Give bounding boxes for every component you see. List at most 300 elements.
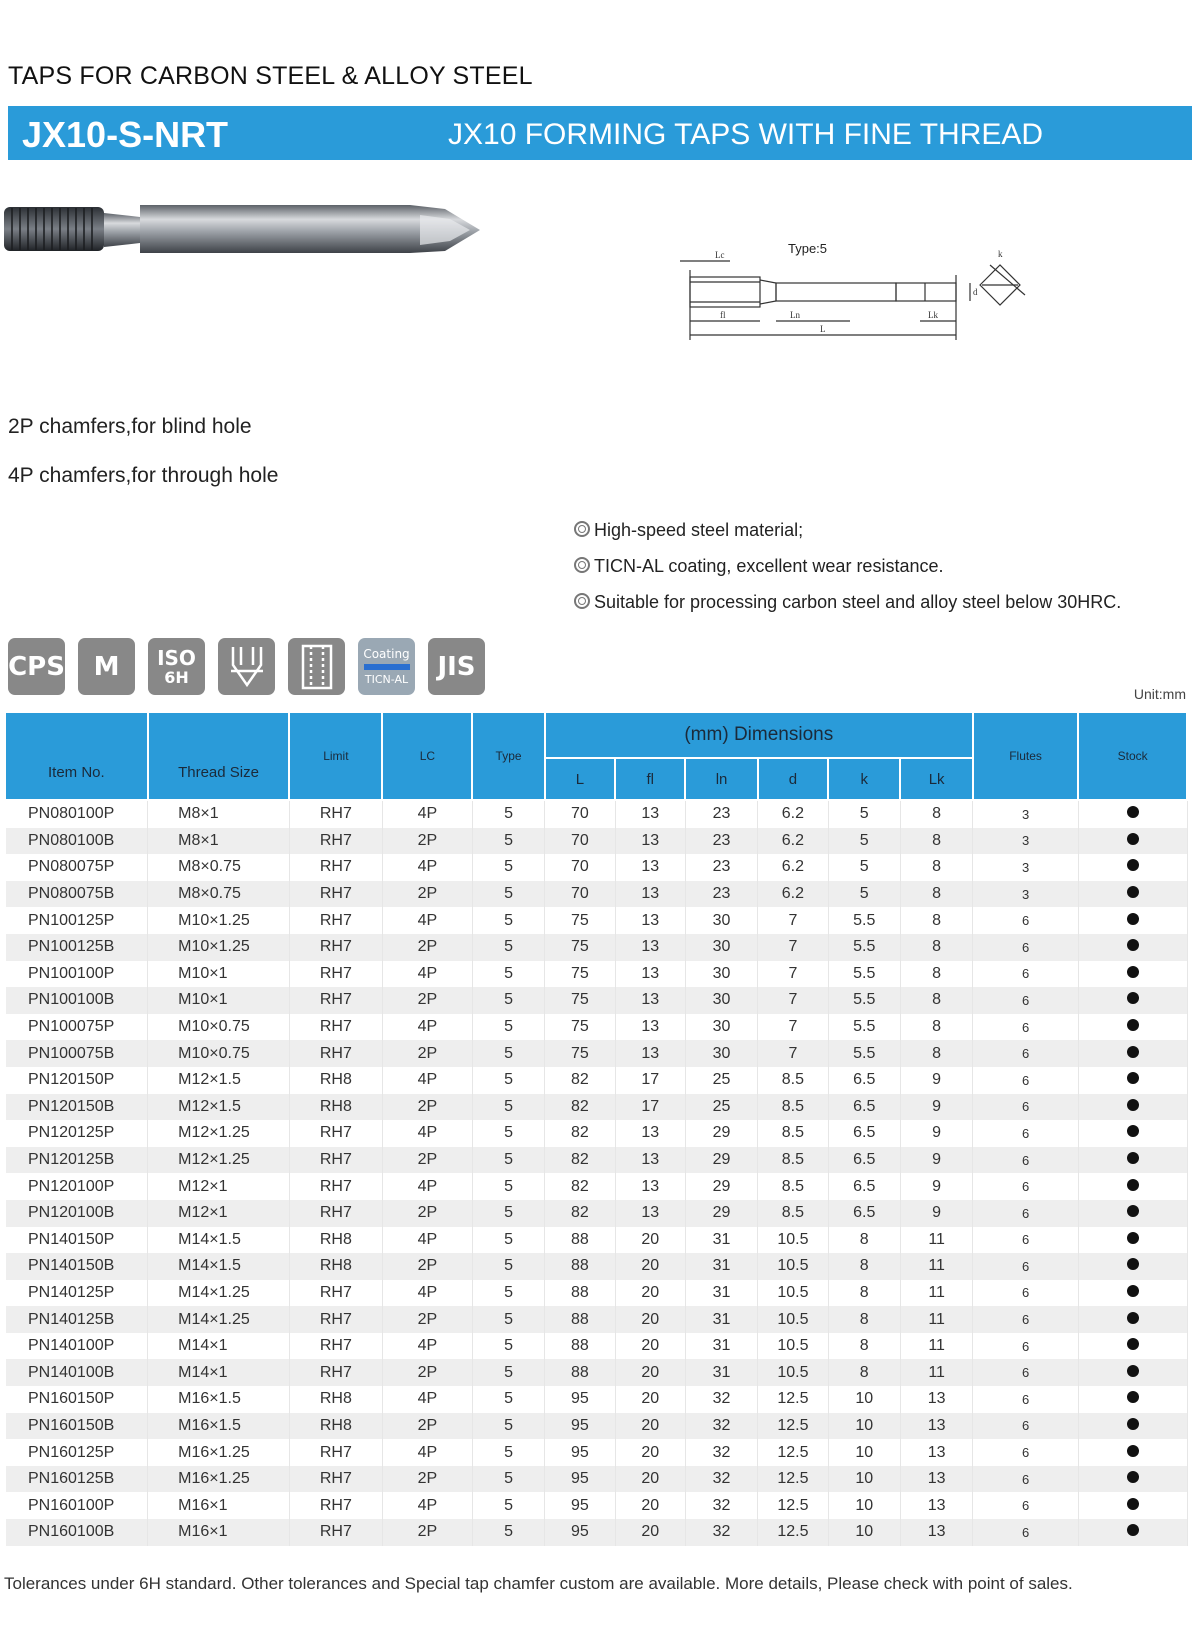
circle-bullet-icon bbox=[574, 593, 590, 609]
thread-size-cell: M10×1.25 bbox=[148, 934, 290, 961]
diagram-d-label: d bbox=[973, 287, 978, 297]
stock-cell bbox=[1078, 1280, 1187, 1307]
dim-k-cell: 5 bbox=[828, 881, 900, 908]
dim-ln-cell: 23 bbox=[685, 800, 757, 828]
dim-k-cell: 6.5 bbox=[828, 1173, 900, 1200]
thread-size-cell: M14×1.25 bbox=[148, 1280, 290, 1307]
chamfer-tap-icon bbox=[218, 638, 275, 695]
table-row bbox=[6, 1227, 1187, 1254]
table-row bbox=[6, 1413, 1187, 1440]
header-dimensions: (mm) Dimensions bbox=[545, 713, 973, 758]
dim-lk-cell: 9 bbox=[900, 1173, 972, 1200]
dim-l-cell: 75 bbox=[545, 1014, 615, 1041]
lc-cell: 4P bbox=[382, 800, 472, 828]
dim-d-cell: 8.5 bbox=[758, 1094, 828, 1121]
in-stock-dot-icon bbox=[1127, 1258, 1139, 1270]
type-cell: 5 bbox=[472, 1492, 544, 1519]
in-stock-dot-icon bbox=[1127, 1338, 1139, 1350]
dim-fl-cell: 20 bbox=[615, 1333, 685, 1360]
limit-cell: RH8 bbox=[289, 1227, 382, 1254]
item-no-cell: PN140150P bbox=[6, 1227, 148, 1254]
limit-cell: RH7 bbox=[289, 907, 382, 934]
dim-d-cell: 12.5 bbox=[758, 1519, 828, 1546]
item-no-cell: PN140100P bbox=[6, 1333, 148, 1360]
item-no-cell: PN080100P bbox=[6, 800, 148, 828]
limit-cell: RH7 bbox=[289, 961, 382, 988]
dim-k-cell: 5.5 bbox=[828, 1014, 900, 1041]
lc-cell: 2P bbox=[382, 1200, 472, 1227]
diagram-lk-label: Lk bbox=[928, 310, 938, 320]
flutes-cell: 6 bbox=[973, 1519, 1078, 1546]
diagram-ln-label: Ln bbox=[790, 310, 800, 320]
dim-lk-cell: 8 bbox=[900, 961, 972, 988]
lc-cell: 4P bbox=[382, 1120, 472, 1147]
dim-l-cell: 88 bbox=[545, 1227, 615, 1254]
dim-lk-cell: 11 bbox=[900, 1333, 972, 1360]
flutes-cell: 6 bbox=[973, 1413, 1078, 1440]
item-no-cell: PN120100B bbox=[6, 1200, 148, 1227]
in-stock-dot-icon bbox=[1127, 1312, 1139, 1324]
dim-fl-cell: 13 bbox=[615, 1173, 685, 1200]
dim-lk-cell: 8 bbox=[900, 828, 972, 855]
dim-ln-cell: 23 bbox=[685, 828, 757, 855]
dim-ln-cell: 30 bbox=[685, 934, 757, 961]
type-cell: 5 bbox=[472, 934, 544, 961]
flutes-cell: 6 bbox=[973, 1120, 1078, 1147]
thread-size-cell: M14×1 bbox=[148, 1333, 290, 1360]
through-hole-icon bbox=[288, 638, 345, 695]
limit-cell: RH8 bbox=[289, 1386, 382, 1413]
stock-cell bbox=[1078, 1386, 1187, 1413]
dim-d-cell: 10.5 bbox=[758, 1280, 828, 1307]
flutes-cell: 6 bbox=[973, 1439, 1078, 1466]
limit-cell: RH7 bbox=[289, 854, 382, 881]
feature-list bbox=[574, 520, 1121, 628]
product-banner bbox=[8, 106, 1192, 160]
stock-cell bbox=[1078, 961, 1187, 988]
in-stock-dot-icon bbox=[1127, 806, 1139, 818]
table-row bbox=[6, 1519, 1187, 1546]
type-cell: 5 bbox=[472, 987, 544, 1014]
lc-cell: 2P bbox=[382, 1147, 472, 1174]
thread-size-cell: M16×1.5 bbox=[148, 1413, 290, 1440]
flutes-cell: 6 bbox=[973, 987, 1078, 1014]
lc-cell: 4P bbox=[382, 961, 472, 988]
lc-cell: 4P bbox=[382, 1386, 472, 1413]
flutes-cell: 6 bbox=[973, 1466, 1078, 1493]
cps-icon: CPS bbox=[8, 638, 65, 695]
tap-tool-image bbox=[0, 195, 490, 265]
lc-cell: 4P bbox=[382, 854, 472, 881]
in-stock-dot-icon bbox=[1127, 1152, 1139, 1164]
dim-d-cell: 6.2 bbox=[758, 828, 828, 855]
dim-fl-cell: 20 bbox=[615, 1439, 685, 1466]
dim-ln-cell: 32 bbox=[685, 1439, 757, 1466]
feature-item bbox=[574, 520, 1121, 556]
diagram-l-label: L bbox=[820, 324, 826, 334]
lc-cell: 2P bbox=[382, 1519, 472, 1546]
table-row bbox=[6, 1280, 1187, 1307]
limit-cell: RH7 bbox=[289, 1040, 382, 1067]
flutes-cell: 3 bbox=[973, 881, 1078, 908]
dim-lk-cell: 11 bbox=[900, 1253, 972, 1280]
feature-item bbox=[574, 592, 1121, 628]
dim-fl-cell: 13 bbox=[615, 1014, 685, 1041]
thread-size-cell: M16×1 bbox=[148, 1519, 290, 1546]
in-stock-dot-icon bbox=[1127, 1418, 1139, 1430]
thread-size-cell: M16×1.5 bbox=[148, 1386, 290, 1413]
dim-d-cell: 7 bbox=[758, 1040, 828, 1067]
table-row bbox=[6, 1306, 1187, 1333]
table-row bbox=[6, 1014, 1187, 1041]
dim-lk-cell: 11 bbox=[900, 1359, 972, 1386]
flutes-cell: 6 bbox=[973, 1333, 1078, 1360]
dim-fl-cell: 13 bbox=[615, 1120, 685, 1147]
header-dim-k: k bbox=[828, 758, 900, 800]
dim-k-cell: 8 bbox=[828, 1253, 900, 1280]
type-cell: 5 bbox=[472, 800, 544, 828]
dim-k-cell: 5.5 bbox=[828, 907, 900, 934]
dim-fl-cell: 13 bbox=[615, 1147, 685, 1174]
dim-l-cell: 82 bbox=[545, 1200, 615, 1227]
dim-k-cell: 8 bbox=[828, 1333, 900, 1360]
dim-ln-cell: 31 bbox=[685, 1359, 757, 1386]
stock-cell bbox=[1078, 987, 1187, 1014]
item-no-cell: PN100125P bbox=[6, 907, 148, 934]
dim-lk-cell: 8 bbox=[900, 934, 972, 961]
dim-fl-cell: 20 bbox=[615, 1253, 685, 1280]
flutes-cell: 3 bbox=[973, 854, 1078, 881]
flutes-cell: 6 bbox=[973, 1173, 1078, 1200]
dim-d-cell: 7 bbox=[758, 1014, 828, 1041]
thread-size-cell: M8×1 bbox=[148, 800, 290, 828]
type-cell: 5 bbox=[472, 1067, 544, 1094]
table-row bbox=[6, 1333, 1187, 1360]
limit-cell: RH7 bbox=[289, 1439, 382, 1466]
item-no-cell: PN140100B bbox=[6, 1359, 148, 1386]
header-thread-size: Thread Size bbox=[148, 713, 290, 800]
dim-l-cell: 82 bbox=[545, 1173, 615, 1200]
circle-bullet-icon bbox=[574, 557, 590, 573]
dim-l-cell: 75 bbox=[545, 987, 615, 1014]
thread-size-cell: M12×1.5 bbox=[148, 1067, 290, 1094]
lc-cell: 4P bbox=[382, 1173, 472, 1200]
limit-cell: RH7 bbox=[289, 881, 382, 908]
in-stock-dot-icon bbox=[1127, 1099, 1139, 1111]
item-no-cell: PN100125B bbox=[6, 934, 148, 961]
item-no-cell: PN160150B bbox=[6, 1413, 148, 1440]
thread-size-cell: M14×1 bbox=[148, 1359, 290, 1386]
lc-cell: 4P bbox=[382, 1014, 472, 1041]
diagram-lc-label: Lc bbox=[715, 250, 725, 260]
dim-lk-cell: 11 bbox=[900, 1227, 972, 1254]
dim-k-cell: 10 bbox=[828, 1466, 900, 1493]
flutes-cell: 6 bbox=[973, 961, 1078, 988]
dim-ln-cell: 30 bbox=[685, 1014, 757, 1041]
dim-ln-cell: 32 bbox=[685, 1413, 757, 1440]
tap-dimension-diagram bbox=[670, 235, 1070, 365]
table-row bbox=[6, 1466, 1187, 1493]
stock-cell bbox=[1078, 800, 1187, 828]
lc-cell: 4P bbox=[382, 1227, 472, 1254]
flutes-cell: 6 bbox=[973, 907, 1078, 934]
feature-text: High-speed steel material; bbox=[594, 520, 804, 540]
dim-l-cell: 95 bbox=[545, 1519, 615, 1546]
type-cell: 5 bbox=[472, 1200, 544, 1227]
dim-ln-cell: 31 bbox=[685, 1227, 757, 1254]
header-type: Type bbox=[472, 713, 544, 800]
stock-cell bbox=[1078, 1040, 1187, 1067]
dim-ln-cell: 32 bbox=[685, 1492, 757, 1519]
dim-l-cell: 95 bbox=[545, 1466, 615, 1493]
dim-lk-cell: 11 bbox=[900, 1280, 972, 1307]
table-row bbox=[6, 1173, 1187, 1200]
jis-icon: JIS bbox=[428, 638, 485, 695]
thread-size-cell: M14×1.5 bbox=[148, 1253, 290, 1280]
stock-cell bbox=[1078, 907, 1187, 934]
thread-size-cell: M12×1.25 bbox=[148, 1120, 290, 1147]
type-cell: 5 bbox=[472, 1280, 544, 1307]
feature-text: Suitable for processing carbon steel and alloy steel below 30HRC. bbox=[594, 592, 1122, 612]
flutes-cell: 6 bbox=[973, 1386, 1078, 1413]
dim-l-cell: 75 bbox=[545, 934, 615, 961]
dim-lk-cell: 9 bbox=[900, 1067, 972, 1094]
type-cell: 5 bbox=[472, 961, 544, 988]
diagram-fl-label: fl bbox=[720, 310, 726, 320]
dim-fl-cell: 20 bbox=[615, 1492, 685, 1519]
stock-cell bbox=[1078, 854, 1187, 881]
in-stock-dot-icon bbox=[1127, 1205, 1139, 1217]
dim-lk-cell: 8 bbox=[900, 987, 972, 1014]
header-flutes: Flutes bbox=[973, 713, 1078, 800]
dim-k-cell: 6.5 bbox=[828, 1200, 900, 1227]
dim-lk-cell: 11 bbox=[900, 1306, 972, 1333]
item-no-cell: PN160125P bbox=[6, 1439, 148, 1466]
dim-d-cell: 12.5 bbox=[758, 1413, 828, 1440]
dim-ln-cell: 32 bbox=[685, 1519, 757, 1546]
type-cell: 5 bbox=[472, 1173, 544, 1200]
dim-k-cell: 8 bbox=[828, 1227, 900, 1254]
table-row bbox=[6, 1147, 1187, 1174]
dim-ln-cell: 23 bbox=[685, 881, 757, 908]
stock-cell bbox=[1078, 1014, 1187, 1041]
dim-fl-cell: 20 bbox=[615, 1466, 685, 1493]
dim-fl-cell: 17 bbox=[615, 1067, 685, 1094]
table-row bbox=[6, 1492, 1187, 1519]
flutes-cell: 6 bbox=[973, 1280, 1078, 1307]
header-dim-l: L bbox=[545, 758, 615, 800]
dim-l-cell: 88 bbox=[545, 1306, 615, 1333]
item-no-cell: PN160150P bbox=[6, 1386, 148, 1413]
unit-label: Unit:mm bbox=[1133, 686, 1186, 702]
type-cell: 5 bbox=[472, 1386, 544, 1413]
dim-fl-cell: 20 bbox=[615, 1386, 685, 1413]
dim-k-cell: 10 bbox=[828, 1413, 900, 1440]
dim-ln-cell: 30 bbox=[685, 1040, 757, 1067]
header-item-no: Item No. bbox=[6, 713, 148, 800]
item-no-cell: PN100075B bbox=[6, 1040, 148, 1067]
type-cell: 5 bbox=[472, 1333, 544, 1360]
flutes-cell: 6 bbox=[973, 1067, 1078, 1094]
table-row bbox=[6, 828, 1187, 855]
dim-lk-cell: 8 bbox=[900, 907, 972, 934]
dim-lk-cell: 8 bbox=[900, 1040, 972, 1067]
limit-cell: RH7 bbox=[289, 1492, 382, 1519]
dim-d-cell: 12.5 bbox=[758, 1466, 828, 1493]
footer-note: Tolerances under 6H standard. Other tolerances and Special tap chamfer custom are available. More details, Please check with point of sales. bbox=[4, 1574, 1073, 1593]
dim-d-cell: 10.5 bbox=[758, 1359, 828, 1386]
product-code: JX10-S-NRT bbox=[22, 114, 229, 155]
stock-cell bbox=[1078, 1067, 1187, 1094]
table-row bbox=[6, 854, 1187, 881]
header-stock: Stock bbox=[1078, 713, 1187, 800]
dim-k-cell: 6.5 bbox=[828, 1120, 900, 1147]
stock-cell bbox=[1078, 828, 1187, 855]
iso-6h-icon bbox=[148, 638, 205, 695]
dim-k-cell: 10 bbox=[828, 1519, 900, 1546]
dim-ln-cell: 29 bbox=[685, 1173, 757, 1200]
dim-d-cell: 8.5 bbox=[758, 1147, 828, 1174]
table-row bbox=[6, 907, 1187, 934]
dim-lk-cell: 13 bbox=[900, 1386, 972, 1413]
table-row bbox=[6, 961, 1187, 988]
limit-cell: RH7 bbox=[289, 934, 382, 961]
dim-fl-cell: 13 bbox=[615, 1040, 685, 1067]
dim-d-cell: 10.5 bbox=[758, 1227, 828, 1254]
type-cell: 5 bbox=[472, 1040, 544, 1067]
chamfer-note-through: 4P chamfers,for through hole bbox=[8, 464, 279, 487]
lc-cell: 2P bbox=[382, 1466, 472, 1493]
dim-lk-cell: 13 bbox=[900, 1439, 972, 1466]
in-stock-dot-icon bbox=[1127, 1498, 1139, 1510]
lc-cell: 4P bbox=[382, 1492, 472, 1519]
dim-ln-cell: 25 bbox=[685, 1094, 757, 1121]
thread-size-cell: M14×1.5 bbox=[148, 1227, 290, 1254]
dim-l-cell: 70 bbox=[545, 854, 615, 881]
limit-cell: RH8 bbox=[289, 1253, 382, 1280]
dim-k-cell: 10 bbox=[828, 1439, 900, 1466]
dim-fl-cell: 13 bbox=[615, 987, 685, 1014]
dim-d-cell: 7 bbox=[758, 907, 828, 934]
limit-cell: RH8 bbox=[289, 1067, 382, 1094]
dim-l-cell: 95 bbox=[545, 1439, 615, 1466]
type-cell: 5 bbox=[472, 1227, 544, 1254]
flutes-cell: 6 bbox=[973, 934, 1078, 961]
dim-d-cell: 7 bbox=[758, 987, 828, 1014]
table-row bbox=[6, 987, 1187, 1014]
circle-bullet-icon bbox=[574, 521, 590, 537]
item-no-cell: PN100100B bbox=[6, 987, 148, 1014]
dim-ln-cell: 29 bbox=[685, 1200, 757, 1227]
in-stock-dot-icon bbox=[1127, 1125, 1139, 1137]
dim-k-cell: 6.5 bbox=[828, 1067, 900, 1094]
dim-d-cell: 10.5 bbox=[758, 1333, 828, 1360]
in-stock-dot-icon bbox=[1127, 1046, 1139, 1058]
stock-cell bbox=[1078, 1333, 1187, 1360]
stock-cell bbox=[1078, 1306, 1187, 1333]
item-no-cell: PN160100B bbox=[6, 1519, 148, 1546]
item-no-cell: PN120100P bbox=[6, 1173, 148, 1200]
dim-d-cell: 6.2 bbox=[758, 881, 828, 908]
item-no-cell: PN160125B bbox=[6, 1466, 148, 1493]
lc-cell: 2P bbox=[382, 1040, 472, 1067]
thread-size-cell: M14×1.25 bbox=[148, 1306, 290, 1333]
in-stock-dot-icon bbox=[1127, 1365, 1139, 1377]
lc-cell: 2P bbox=[382, 987, 472, 1014]
flutes-cell: 6 bbox=[973, 1492, 1078, 1519]
flutes-cell: 6 bbox=[973, 1094, 1078, 1121]
flutes-cell: 3 bbox=[973, 800, 1078, 828]
lc-cell: 2P bbox=[382, 1359, 472, 1386]
dim-l-cell: 88 bbox=[545, 1333, 615, 1360]
stock-cell bbox=[1078, 1519, 1187, 1546]
limit-cell: RH7 bbox=[289, 987, 382, 1014]
stock-cell bbox=[1078, 1253, 1187, 1280]
thread-size-cell: M10×0.75 bbox=[148, 1040, 290, 1067]
dim-k-cell: 10 bbox=[828, 1386, 900, 1413]
in-stock-dot-icon bbox=[1127, 1072, 1139, 1084]
dim-d-cell: 12.5 bbox=[758, 1386, 828, 1413]
tolerance-label: 6H bbox=[164, 667, 189, 687]
product-title: JX10 FORMING TAPS WITH FINE THREAD bbox=[448, 118, 1044, 151]
dim-fl-cell: 13 bbox=[615, 1200, 685, 1227]
lc-cell: 2P bbox=[382, 828, 472, 855]
dim-l-cell: 88 bbox=[545, 1280, 615, 1307]
thread-size-cell: M16×1 bbox=[148, 1492, 290, 1519]
dim-ln-cell: 31 bbox=[685, 1253, 757, 1280]
lc-cell: 2P bbox=[382, 1306, 472, 1333]
item-no-cell: PN140125B bbox=[6, 1306, 148, 1333]
chamfer-note-blind: 2P chamfers,for blind hole bbox=[8, 415, 252, 438]
item-no-cell: PN100075P bbox=[6, 1014, 148, 1041]
table-row bbox=[6, 881, 1187, 908]
coating-label: Coating bbox=[363, 647, 410, 661]
dim-k-cell: 5 bbox=[828, 828, 900, 855]
table-row bbox=[6, 934, 1187, 961]
dim-l-cell: 75 bbox=[545, 907, 615, 934]
flutes-cell: 6 bbox=[973, 1147, 1078, 1174]
in-stock-dot-icon bbox=[1127, 1285, 1139, 1297]
feature-item bbox=[574, 556, 1121, 592]
lc-cell: 4P bbox=[382, 907, 472, 934]
flutes-cell: 6 bbox=[973, 1014, 1078, 1041]
dim-d-cell: 10.5 bbox=[758, 1253, 828, 1280]
dim-ln-cell: 30 bbox=[685, 961, 757, 988]
in-stock-dot-icon bbox=[1127, 1179, 1139, 1191]
dim-l-cell: 82 bbox=[545, 1094, 615, 1121]
dim-l-cell: 75 bbox=[545, 961, 615, 988]
lc-cell: 2P bbox=[382, 1253, 472, 1280]
in-stock-dot-icon bbox=[1127, 1471, 1139, 1483]
limit-cell: RH7 bbox=[289, 1200, 382, 1227]
in-stock-dot-icon bbox=[1127, 1445, 1139, 1457]
dim-fl-cell: 20 bbox=[615, 1359, 685, 1386]
dim-k-cell: 5.5 bbox=[828, 987, 900, 1014]
dim-fl-cell: 20 bbox=[615, 1306, 685, 1333]
limit-cell: RH7 bbox=[289, 1333, 382, 1360]
lc-cell: 4P bbox=[382, 1439, 472, 1466]
dim-ln-cell: 29 bbox=[685, 1147, 757, 1174]
type-cell: 5 bbox=[472, 1306, 544, 1333]
dim-lk-cell: 8 bbox=[900, 881, 972, 908]
table-row bbox=[6, 1386, 1187, 1413]
type-cell: 5 bbox=[472, 1147, 544, 1174]
dim-k-cell: 5.5 bbox=[828, 961, 900, 988]
dim-l-cell: 70 bbox=[545, 800, 615, 828]
header-lc: LC bbox=[382, 713, 472, 800]
dim-ln-cell: 25 bbox=[685, 1067, 757, 1094]
dim-ln-cell: 31 bbox=[685, 1333, 757, 1360]
